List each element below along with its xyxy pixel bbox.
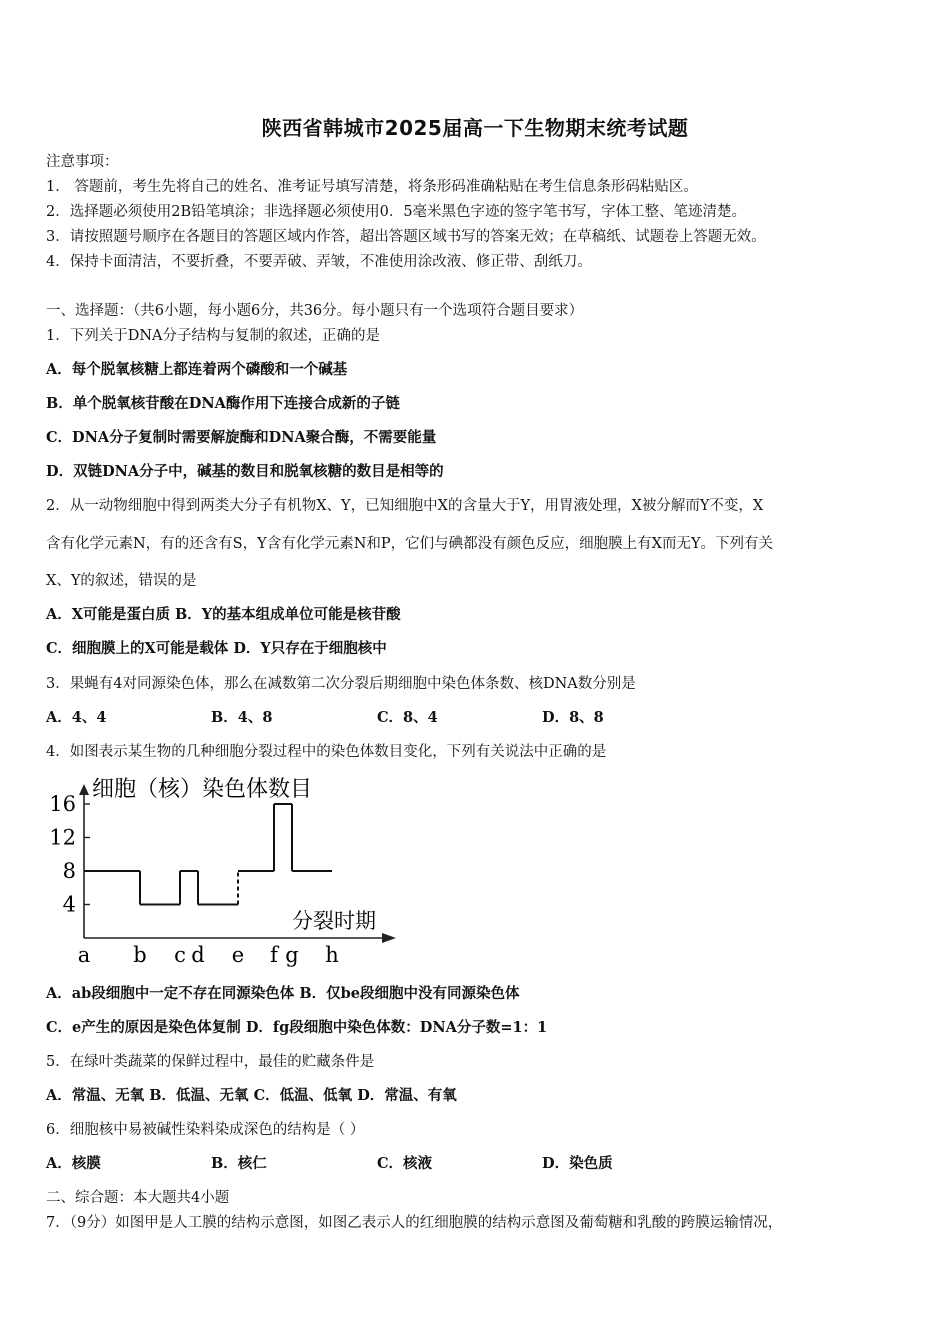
y-tick-label: 12: [49, 825, 76, 850]
x-tick-label: a: [77, 943, 91, 967]
chromosome-chart: [40, 766, 400, 976]
question-stem: 7．（9分）如图甲是人工膜的结构示意图，如图乙表示人的红细胞膜的结构示意图及葡萄糖和乳酸的跨膜运输情况，: [46, 1215, 783, 1231]
option: B．核仁: [211, 1155, 267, 1172]
option: C．e产生的原因是染色体复制 D．fg段细胞中染色体数：DNA分子数=1：1: [46, 1019, 548, 1036]
option: A．X可能是蛋白质 B．Y的基本组成单位可能是核苷酸: [46, 606, 401, 623]
notice-item: 4．保持卡面清洁，不要折叠，不要弄破、弄皱，不准使用涂改液、修正带、刮纸刀。: [46, 254, 592, 270]
exam-title: 陕西省韩城市2025届高一下生物期末统考试题: [261, 116, 689, 140]
option: C．8、4: [377, 709, 438, 726]
question-stem: 4．如图表示某生物的几种细胞分裂过程中的染色体数目变化，下列有关说法中正确的是: [46, 744, 607, 760]
option: C．细胞膜上的X可能是载体 D．Y只存在于细胞核中: [46, 640, 387, 657]
x-tick-label: g: [285, 943, 299, 967]
option: C．核液: [377, 1155, 433, 1172]
option: B．4、8: [211, 709, 273, 726]
option: C．DNA分子复制时需要解旋酶和DNA聚合酶，不需要能量: [46, 429, 437, 446]
question-stem: 6．细胞核中易被碱性染料染成深色的结构是（ ）: [46, 1122, 365, 1138]
option: D．染色质: [542, 1155, 613, 1172]
x-tick-label: b: [133, 943, 147, 967]
y-axis-arrow: [79, 784, 89, 795]
notice-heading: 注意事项：: [46, 154, 119, 170]
y-tick-label: 8: [62, 859, 76, 883]
x-axis-arrow: [382, 933, 396, 943]
option: A．核膜: [46, 1155, 101, 1172]
notice-item: 2．选择题必须使用2B铅笔填涂；非选择题必须使用0．5毫米黑色字迹的签字笔书写，字体工整、笔迹清楚。: [46, 204, 747, 220]
question-stem: 5．在绿叶类蔬菜的保鲜过程中，最佳的贮藏条件是: [46, 1054, 375, 1070]
question-stem: 2．从一动物细胞中得到两类大分子有机物X、Y，已知细胞中X的含量大于Y，用胃液处理，X被分解而Y不变，X: [46, 498, 764, 514]
y-tick-label: 16: [49, 792, 76, 816]
section-heading: 二、综合题：本大题共4小题: [46, 1190, 230, 1206]
option: D．8、8: [542, 709, 604, 726]
y-tick-label: 4: [62, 892, 76, 917]
question-stem: 1．下列关于DNA分子结构与复制的叙述，正确的是: [46, 328, 381, 344]
x-axis-label: 分裂时期: [292, 909, 376, 933]
question-stem: 含有化学元素N，有的还含有S，Y含有化学元素N和P，它们与碘都没有颜色反应，细胞膜上有X而无Y。下列有关: [46, 536, 774, 552]
section-heading: 一、选择题：（共6小题，每小题6分，共36分。每小题只有一个选项符合题目要求）: [46, 303, 584, 319]
option: A．ab段细胞中一定不存在同源染色体 B．仅be段细胞中没有同源染色体: [46, 985, 520, 1002]
question-stem: 3．果蝇有4对同源染色体，那么在减数第二次分裂后期细胞中染色体条数、核DNA数分别是: [46, 676, 636, 692]
option: A．常温、无氧 B．低温、无氧 C．低温、低氧 D．常温、有氧: [46, 1087, 457, 1104]
x-tick-label: h: [325, 943, 339, 967]
chart-title: 细胞（核）染色体数目: [92, 777, 313, 802]
x-tick-label: e: [231, 943, 245, 967]
x-tick-label: d: [191, 943, 205, 967]
option: A．每个脱氧核糖上都连着两个磷酸和一个碱基: [46, 361, 348, 378]
question-stem: X、Y的叙述，错误的是: [46, 573, 197, 589]
notice-item: 1． 答题前，考生先将自己的姓名、准考证号填写清楚，将条形码准确粘贴在考生信息条形码粘贴区。: [46, 179, 698, 195]
x-tick-label: c: [174, 943, 186, 967]
notice-item: 3．请按照题号顺序在各题目的答题区域内作答，超出答题区域书写的答案无效；在草稿纸、试题卷上答题无效。: [46, 229, 766, 245]
option: A．4、4: [46, 709, 107, 726]
x-tick-label: f: [270, 943, 278, 967]
option: B．单个脱氧核苷酸在DNA酶作用下连接合成新的子链: [46, 395, 400, 412]
option: D．双链DNA分子中，碱基的数目和脱氧核糖的数目是相等的: [46, 463, 444, 480]
